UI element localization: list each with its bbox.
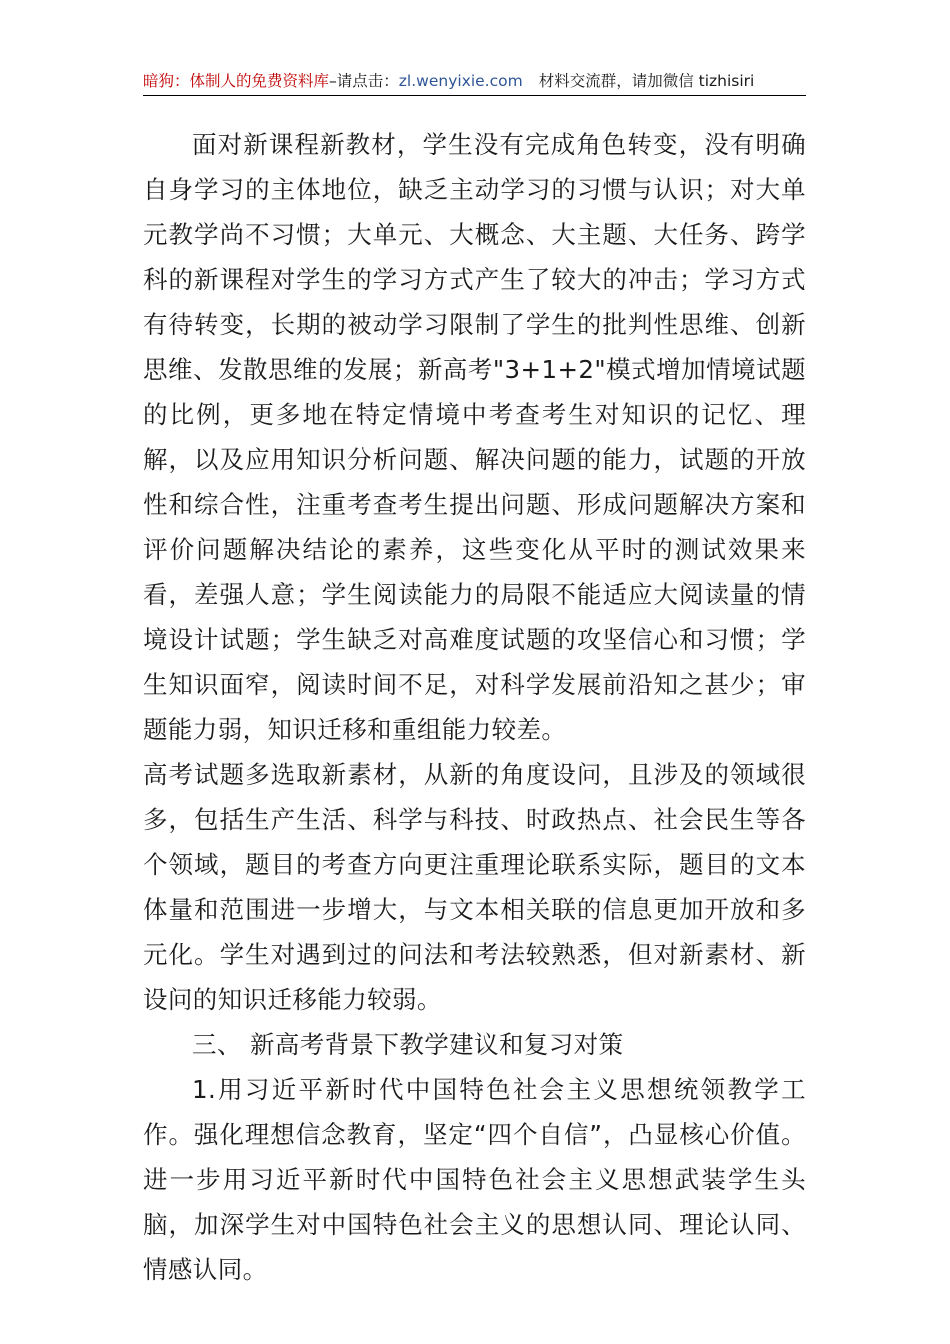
header-url-link[interactable]: zl.wenyixie.com (398, 72, 523, 90)
section-heading-3: 三、 新高考背景下教学建议和复习对策 (192, 1030, 624, 1059)
header-contact: 材料交流群，请加微信 tizhisiri (538, 72, 755, 90)
paragraph-suggestion-1: 1.用习近平新时代中国特色社会主义思想统领教学工作。强化理想信念教育，坚定“四个自信”，凸显核心价值。进一步用习近平新时代中国特色社会主义思想武装学生头脑，加深学生对中国特色社会主义的思想认同、理论认同、情感认同。 (143, 1075, 806, 1284)
header-divider (143, 95, 806, 96)
header-brand: 暗狗：体制人的免费资料库 (143, 72, 330, 90)
document-body (143, 122, 806, 1292)
header-prompt: –请点击： (329, 72, 399, 90)
page-header (143, 68, 806, 94)
paragraph-exam-materials: 高考试题多选取新素材，从新的角度设问，且涉及的领域很多，包括生产生活、科学与科技、时政热点、社会民生等各个领域，题目的考查方向更注重理论联系实际，题目的文本体量和范围进一步增大，与文本相关联的信息更加开放和多元化。学生对遇到过的问法和考法较熟悉，但对新素材、新设问的知识迁移能力较弱。 (143, 760, 806, 1014)
paragraph-student-challenges: 面对新课程新教材，学生没有完成角色转变，没有明确自身学习的主体地位，缺乏主动学习的习惯与认识；对大单元教学尚不习惯；大单元、大概念、大主题、大任务、跨学科的新课程对学生的学习方式产生了较大的冲击；学习方式有待转变，长期的被动学习限制了学生的批判性思维、创新思维、发散思维的发展；新高考"3+1+2"模式增加情境试题的比例，更多地在特定情境中考查考生对知识的记忆、理解，以及应用知识分析问题、解决问题的能力，试题的开放性和综合性，注重考查考生提出问题、形成问题解决方案和评价问题解决结论的素养，这些变化从平时的测试效果来看，差强人意；学生阅读能力的局限不能适应大阅读量的情境设计试题；学生缺乏对高难度试题的攻坚信心和习惯；学生知识面窄，阅读时间不足，对科学发展前沿知之甚少；审题能力弱，知识迁移和重组能力较差。 (143, 130, 806, 744)
